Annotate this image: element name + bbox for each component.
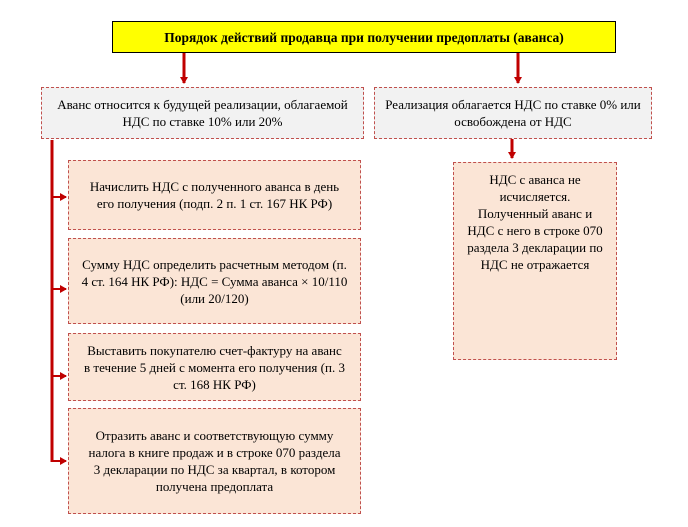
step-4-text: Отразить аванс и соответствующую сумму налога в книге продаж и в строке 070 раздела 3 декларации по НДС за квартал, в котором получена предоплата	[88, 428, 341, 494]
right-result-box	[453, 162, 617, 360]
step-1-box	[68, 160, 361, 230]
step-3-text: Выставить покупателю счет-фактуру на аванс в течение 5 дней с момента его получения (п. 3 ст. 168 НК РФ)	[84, 342, 345, 392]
step-3-box	[68, 333, 361, 401]
right-result-text: НДС с аванса не исчисляется. Полученный аванс и НДС с него в строке 070 раздела 3 декларации по НДС не отражается	[467, 172, 603, 272]
left-branch-header	[41, 87, 364, 139]
diagram-title	[112, 21, 616, 53]
left-branch-header-text: Аванс относится к будущей реализации, облагаемой НДС по ставке 10% или 20%	[57, 97, 348, 129]
diagram-title-text: Порядок действий продавца при получении предоплаты (аванса)	[164, 29, 564, 45]
step-1-text: Начислить НДС с полученного аванса в день его получения (подп. 2 п. 1 ст. 167 НК РФ)	[89, 179, 340, 211]
right-branch-header-text: Реализация облагается НДС по ставке 0% или освобождена от НДС	[385, 97, 641, 129]
right-branch-header	[374, 87, 652, 139]
step-4-box	[68, 408, 361, 514]
step-2-text: Сумму НДС определить расчетным методом (п. 4 ст. 164 НК РФ): НДС = Сумма аванса × 10/110 (или 20/120)	[81, 256, 348, 306]
step-2-box	[68, 238, 361, 324]
